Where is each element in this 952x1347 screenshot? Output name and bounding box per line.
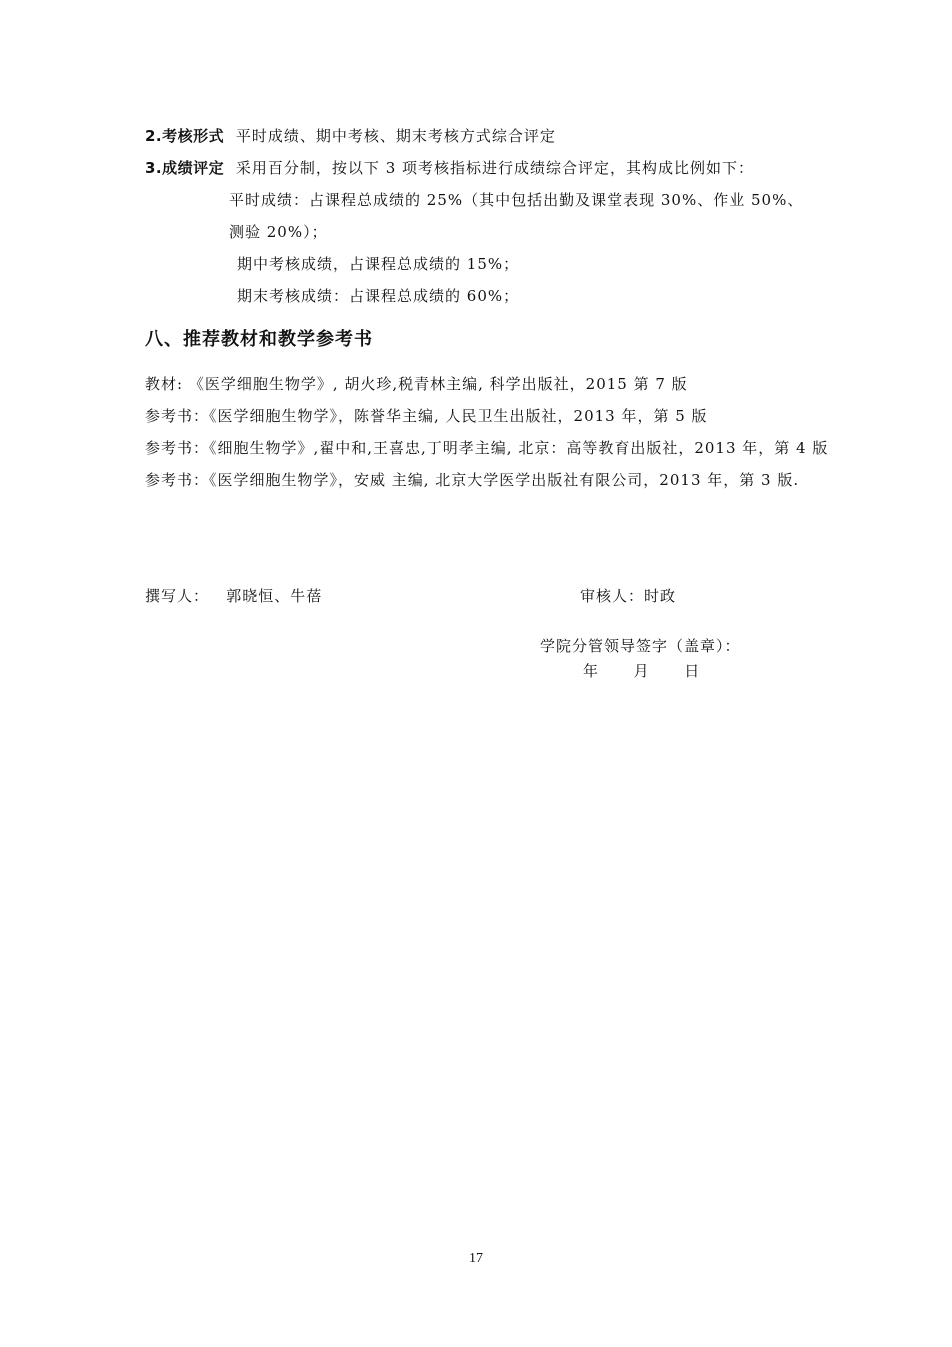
author-signature: 撰写人： 郭晓恒、牛蓓	[145, 587, 323, 605]
book-item-reference-1: 参考书：《医学细胞生物学》，陈誉华主编, 人民卫生出版社，2013 年，第 5 版	[145, 407, 708, 425]
grading-text: 采用百分制，按以下 3 项考核指标进行成绩综合评定，其构成比例如下：	[235, 159, 755, 177]
midterm-score-line: 期中考核成绩，占课程总成绩的 15%；	[237, 255, 520, 273]
signature-date: 年 月 日	[583, 662, 701, 680]
regular-score-line-1: 平时成绩：占课程总成绩的 25%（其中包括出勤及课堂表现 30%、作业 50%、	[229, 191, 804, 209]
final-score-line: 期末考核成绩：占课程总成绩的 60%；	[237, 287, 520, 305]
grading-line	[145, 158, 754, 178]
dean-signature: 学院分管领导签字（盖章）：	[540, 637, 741, 655]
assessment-form-label: 2.考核形式	[145, 127, 225, 145]
page-number: 17	[469, 1251, 483, 1266]
assessment-form-line	[145, 126, 556, 146]
book-item-reference-3: 参考书：《医学细胞生物学》，安威 主编, 北京大学医学出版社有限公司，2013 年，第 3 版.	[145, 471, 800, 489]
book-item-reference-2: 参考书：《细胞生物学》,翟中和,王喜忠,丁明孝主编, 北京：高等教育出版社，2013 年，第 4 版	[145, 439, 829, 457]
assessment-form-text: 平时成绩、期中考核、期末考核方式综合评定	[235, 127, 556, 145]
reviewer-signature: 审核人：时政	[580, 587, 677, 605]
regular-score-line-2: 测验 20%）；	[229, 223, 328, 241]
section-8-heading: 八、推荐教材和教学参考书	[145, 329, 373, 350]
grading-label: 3.成绩评定	[145, 159, 225, 177]
book-item-textbook: 教材: 《医学细胞生物学》, 胡火珍,税青林主编, 科学出版社，2015 第 7 版	[145, 375, 688, 393]
